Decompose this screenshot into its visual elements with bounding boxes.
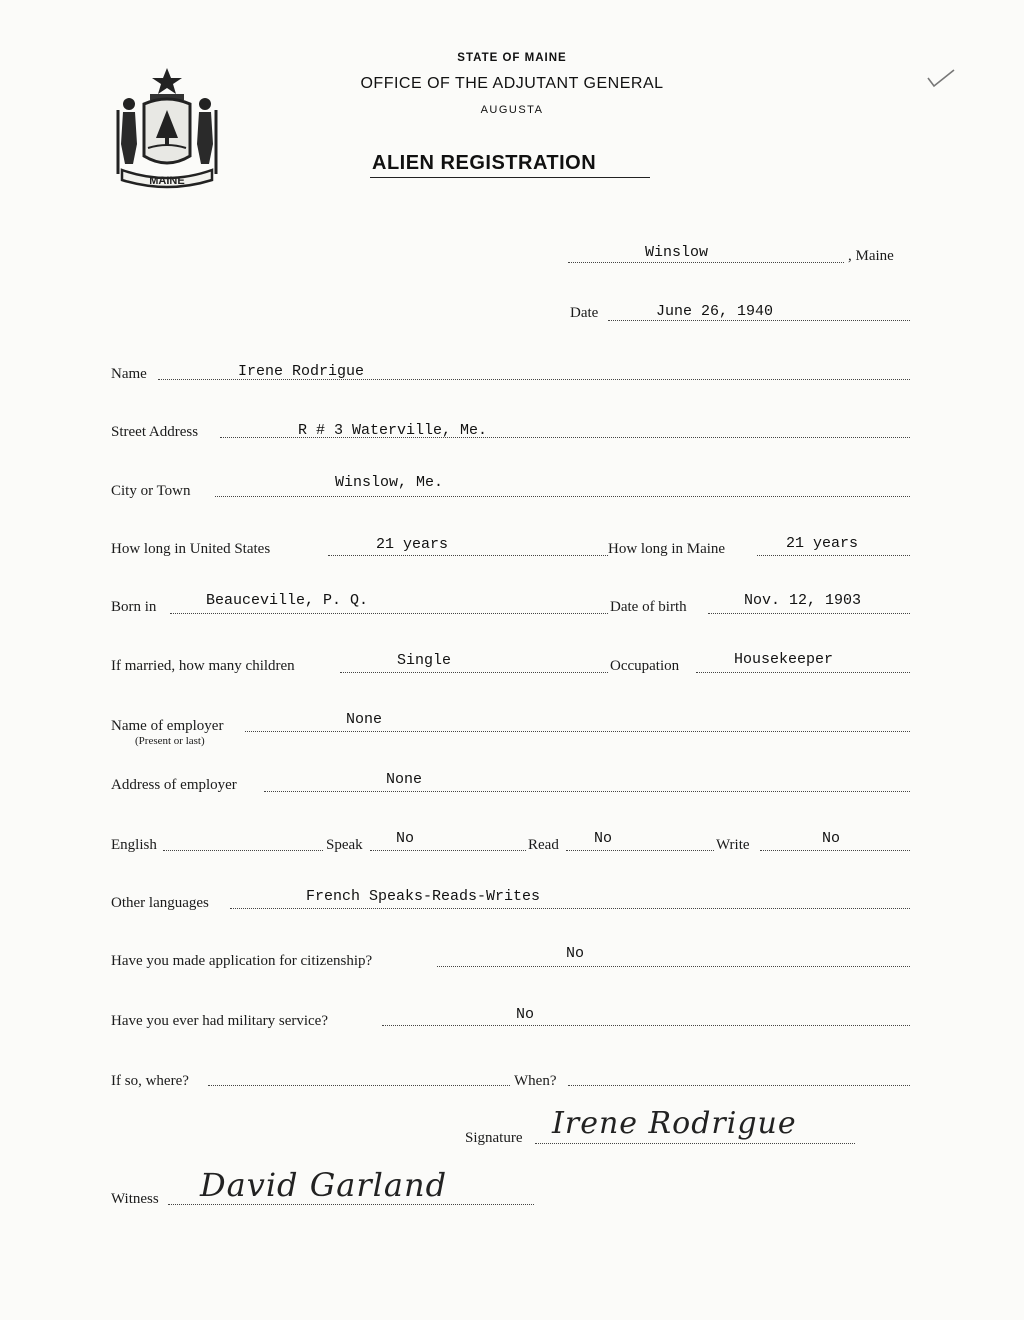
read-label: Read xyxy=(528,837,559,853)
city-town-value: Winslow, Me. xyxy=(335,474,444,491)
city-town-label: City or Town xyxy=(111,483,191,499)
children-label: If married, how many children xyxy=(111,658,295,674)
header-state: STATE OF MAINE xyxy=(457,52,567,64)
how-long-us-label: How long in United States xyxy=(111,541,271,557)
employer-address-label: Address of employer xyxy=(111,777,237,793)
other-languages-label: Other languages xyxy=(111,895,209,911)
children-value: Single xyxy=(397,652,452,669)
date-of-birth-label: Date of birth xyxy=(610,599,687,615)
name-label: Name xyxy=(111,366,147,382)
other-languages-value: French Speaks-Reads-Writes xyxy=(306,888,541,905)
occupation-value: Housekeeper xyxy=(734,651,834,668)
street-address-value: R # 3 Waterville, Me. xyxy=(298,422,488,439)
employer-address-value: None xyxy=(386,771,423,788)
how-long-maine-label: How long in Maine xyxy=(608,541,726,557)
how-long-maine-value: 21 years xyxy=(786,535,859,552)
english-label: English xyxy=(111,837,157,853)
name-value: Irene Rodrigue xyxy=(238,363,365,380)
speak-label: Speak xyxy=(326,837,363,853)
born-in-label: Born in xyxy=(111,599,157,615)
citizenship-label: Have you made application for citizenship? xyxy=(111,953,373,969)
how-long-us-value: 21 years xyxy=(376,536,449,553)
date-value: June 26, 1940 xyxy=(656,303,774,320)
town-value: Winslow xyxy=(645,244,709,261)
witness-value: David Garland xyxy=(200,1166,448,1204)
date-of-birth-value: Nov. 12, 1903 xyxy=(744,592,862,609)
occupation-label: Occupation xyxy=(610,658,680,674)
form-title-underline xyxy=(370,177,650,178)
signature-value: Irene Rodrigue xyxy=(552,1106,797,1141)
street-address-label: Street Address xyxy=(111,424,199,440)
header-office: OFFICE OF THE ADJUTANT GENERAL xyxy=(360,75,664,92)
military-label: Have you ever had military service? xyxy=(111,1013,328,1029)
military-value: No xyxy=(516,1006,535,1023)
born-in-value: Beauceville, P. Q. xyxy=(206,592,369,609)
speak-value: No xyxy=(396,830,415,847)
write-label: Write xyxy=(716,837,750,853)
where-label: If so, where? xyxy=(111,1073,189,1089)
when-label: When? xyxy=(514,1073,557,1089)
read-value: No xyxy=(594,830,613,847)
write-value: No xyxy=(822,830,841,847)
date-label: Date xyxy=(570,305,599,321)
employer-name-value: None xyxy=(346,711,383,728)
svg-text:MAINE: MAINE xyxy=(149,175,185,187)
header-city: AUGUSTA xyxy=(480,104,544,116)
state-suffix: , Maine xyxy=(848,248,894,264)
witness-label: Witness xyxy=(111,1191,159,1207)
signature-label: Signature xyxy=(465,1130,523,1146)
citizenship-value: No xyxy=(566,945,585,962)
employer-name-sublabel: (Present or last) xyxy=(135,735,205,747)
employer-name-label: Name of employer xyxy=(111,718,224,734)
form-title: ALIEN REGISTRATION xyxy=(372,152,597,174)
